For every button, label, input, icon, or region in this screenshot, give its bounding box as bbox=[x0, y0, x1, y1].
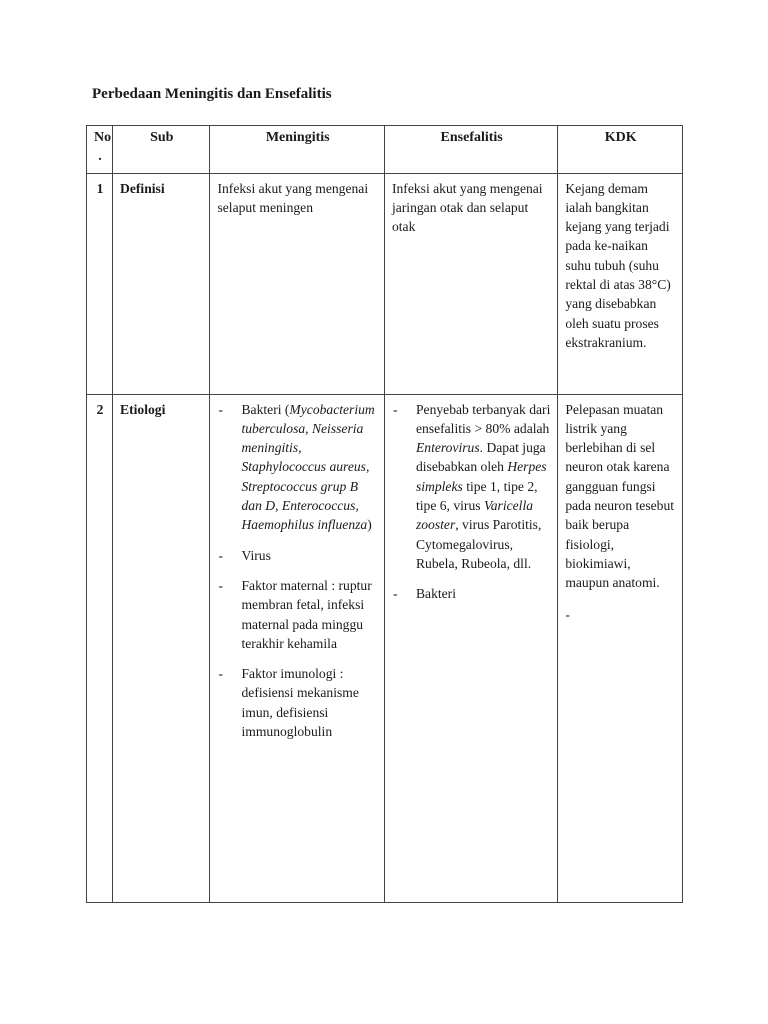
kdk-text: Pelepasan muatan listrik yang berlebihan di sel neuron otak karena gangguan fungsi pada neuron tesebut baik berupa fisiologi, biokimiawi, maupun anatomi. bbox=[565, 401, 675, 591]
header-ensefalitis: Ensefalitis bbox=[384, 126, 557, 174]
table-row bbox=[87, 173, 683, 394]
header-no: No . bbox=[87, 126, 113, 174]
row-sub: Etiologi bbox=[113, 394, 210, 902]
comparison-table bbox=[86, 125, 683, 903]
ens-text-2: . Dapat juga disebabkan oleh bbox=[415, 440, 546, 475]
row-sub: Definisi bbox=[113, 173, 210, 394]
list-item: - Bakteri bbox=[392, 584, 551, 603]
cell-ensefalitis bbox=[384, 394, 557, 902]
table-row bbox=[87, 394, 683, 902]
bakteri-prefix: Bakteri ( bbox=[241, 401, 290, 417]
row-number: 1 bbox=[87, 173, 113, 394]
ens-text-3: tipe 1, tipe 2, tipe 6, virus bbox=[415, 478, 538, 514]
ens-herpes: Herpes simpleks bbox=[415, 459, 547, 494]
header-kdk: KDK bbox=[558, 126, 683, 174]
ens-enterovirus: Enterovirus bbox=[415, 440, 480, 456]
header-sub: Sub bbox=[113, 126, 210, 174]
ens-varicella: Varicella zooster bbox=[415, 498, 534, 533]
bakteri-species: Mycobacterium tuberculosa, Neisseria meningitis, Staphylococcus aureus, Streptococcus grup B dan D, Enterococcus, Haemophilus influenza bbox=[241, 401, 375, 533]
table-header-row bbox=[87, 126, 683, 174]
cell-meningitis bbox=[210, 394, 384, 902]
cell-kdk: Kejang demam ialah bangkitan kejang yang terjadi pada ke-naikan suhu tubuh (suhu rektal di atas 38°C) yang disebabkan oleh suatu proses ekstrakranium. bbox=[558, 173, 683, 394]
ens-text-4: , virus Parotitis, Cytomegalovirus, Rubela, Rubeola, dll. bbox=[415, 517, 542, 571]
list-item: - Faktor imunologi : defisiensi mekanisme imun, defisiensi immunoglobulin bbox=[217, 664, 377, 741]
list-item bbox=[392, 400, 551, 574]
cell-kdk bbox=[558, 394, 683, 902]
list-item: - Virus bbox=[217, 546, 377, 565]
row-number: 2 bbox=[87, 394, 113, 902]
ensefalitis-etiology-list bbox=[392, 400, 551, 604]
bakteri-suffix: ) bbox=[367, 517, 372, 533]
ens-text-1: Penyebab terbanyak dari ensefalitis > 80% adalah bbox=[415, 401, 551, 436]
cell-ensefalitis: Infeksi akut yang mengenai jaringan otak dan selaput otak bbox=[384, 173, 557, 394]
kdk-dash: - bbox=[565, 606, 570, 622]
header-meningitis: Meningitis bbox=[210, 126, 384, 174]
document-title: Perbedaan Meningitis dan Ensefalitis bbox=[92, 86, 332, 102]
list-item bbox=[217, 400, 377, 535]
cell-meningitis: Infeksi akut yang mengenai selaput meningen bbox=[210, 173, 384, 394]
meningitis-etiology-list bbox=[217, 400, 377, 742]
list-item: - Faktor maternal : ruptur membran fetal, infeksi maternal pada minggu terakhir kehamila bbox=[217, 576, 377, 653]
